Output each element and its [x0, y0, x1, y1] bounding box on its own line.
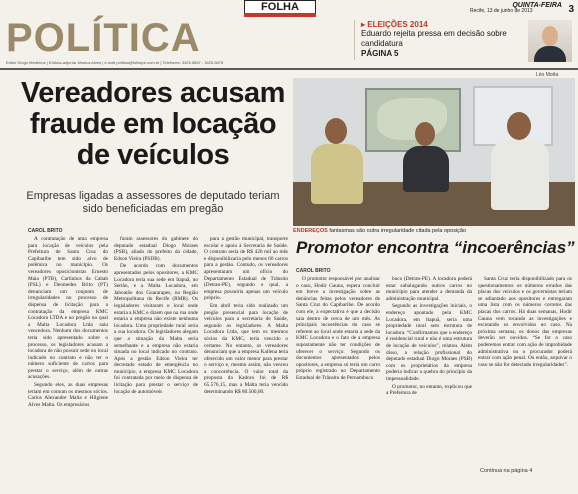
paragraph: foram assessores do gabinete do deputado estadual Diogo Moraes (PSB), aliado do prefeito da cidade, Edson Vieira (PSDB).: [114, 236, 198, 262]
caption-label: ENDEREÇOS: [293, 228, 328, 234]
photo-credit: Léo Motta: [536, 72, 559, 78]
paragraph: buco (Detran-PE). A locadora poderá estar subalugando outros carros no município para atender a demanda da administração municipal.: [386, 276, 472, 302]
masthead: [0, 0, 578, 74]
sub-col-2: [386, 276, 472, 492]
paragraph: para a gestão municipal, transporte escolar e apoio à Secretaria de Saúde. O contrato seria de R$ 420 mil ao mês e disponibilizaria pelo menos 60 carros para a gestão. Contudo, os vereadores apresentaram um ofício do Departamento Estadual de Trânsito (Detran-PE), segundo o qual, a empresa possuiria apenas um veículo próprio.: [204, 236, 288, 302]
main-subhead: Empresas ligadas a assessores de deputado teriam sido beneficiadas em pregão: [26, 190, 280, 215]
paragraph: O promotor responsável por analisar o caso, Hodir Gauna, espera concluir em breve a investigação sobre as denúncias feitas pelos vereadores de Santa Cruz do Capibaribe. De acordo com ele, a expectativa é que a decisão saia dentro de cerca de um mês. As principais incoerências do caso se referem ao local onde estaria a sede da KMC Locadora e o fato de a empresa supostamente não ter condições de oferecer o serviço. Segundo os documentos apresentados pelos opositores, a empresa só teria um carro próprio registrado no Departamento Estadual de Trânsito de Pernambuco: [296, 276, 380, 381]
main-headline: Vereadores acusam fraude em locação de veículos: [21, 77, 285, 171]
sub-col-1: [296, 276, 380, 492]
date-bar: [350, 2, 578, 16]
portrait-head: [542, 26, 558, 46]
paragraph: Em abril teria sido realizado um pregão presencial para locação de veículos para a secretaria de Saúde, segundo os legisladores. A Malta Locadora Ltda, que tem os mesmos sócios da KMC, teria vencido o certame. No entanto, os vereadores denunciam que a empresa Kallena teria oferecido um valor menor para prestar o serviço e, mesmo assim, não venceu a concorrência. O valor total da proposta da Kadoro foi de R$ 65.576,15, mas a Malta teria vencido determinando R$ 80.500,00.: [204, 302, 288, 395]
teaser-text: Eduardo rejeita pressa em decisão sobre candidatura: [361, 29, 507, 48]
portrait-body: [534, 46, 566, 62]
section-title: POLÍTICA: [6, 16, 201, 60]
newspaper-logo: FOLHA: [244, 0, 316, 14]
weekday: QUINTA-FEIRA: [512, 2, 562, 9]
teaser-kicker: ▸ ELEIÇÕES 2014: [361, 20, 428, 29]
teaser-box[interactable]: [354, 20, 524, 60]
paragraph: Segundo eles, as duas empresas teriam em comum os mesmos sócios. Carlos Alexandre Malta e Hilgiene Alves Malta. Os empresários: [28, 382, 108, 408]
teaser-portrait: [528, 20, 572, 62]
sub-byline: CAROL BRITO: [296, 268, 331, 274]
main-col-2: [114, 236, 198, 492]
main-col-1: [28, 236, 108, 492]
header-rule: [0, 68, 578, 70]
continued-link[interactable]: Continua na página 4: [480, 468, 533, 474]
teaser-kicker-text: ELEIÇÕES 2014: [367, 20, 428, 29]
paragraph: Santa Cruz teria disponibilizado para os questionamentos os números errados das placas dos veículos e os governistas teriam se adiantado aos opositores e entregaram uma lista com os números corretos das placas dos carros. Há duas semanas, Hodir Gauna vem tocando as investigações e escutando os envolvidos no caso. Na próxima semana, os donos das empresas deverão ser ouvidos. “Se for o caso poderemos entrar com ação de improbidade administrativa ou o procurador poderá entrar com ação penal. Ou então, arquivar o caso se não for detectado irregularidades”.: [478, 276, 572, 368]
photo-wall-map: [365, 88, 461, 152]
paragraph: A contratação de uma empresa para locação de veículos pela Prefeitura de Santa Cruz do Capibaribe tem sido alvo de polêmica no município. Os vereadores oposicionistas Ernesto Maia (PTB), Carlinhos da Cabab (PSL) e Deomedes Brito (PT) denunciam um conjunto de irregularidades no processo de dispensa de licitação para a contratação da empresa KMC Locadora LTDA e no pregão no qual a Malta Locadora Ltda saiu vencedora. Nenhum dos documentos teria sido apresentado sobre o processo, os legisladores acusam a locadora de não possuir sede no local indicado no contrato e não ter o número suficiente de carros para prestar o serviço, além de outras acusações.: [28, 236, 108, 381]
staff-line: Editor Diogo Medeiros | Editora-adjunta Jéssica Alves | e-mail politica@folhape.com.br | Telefones: 3425.5857 - 3425.5878: [6, 60, 224, 65]
sub-story-title: Promotor encontra “incoerências”: [296, 238, 575, 257]
caption-text: fantasmas são outra irregularidade citada pela oposição: [327, 228, 467, 234]
teaser-page: PÁGINA 5: [361, 49, 399, 58]
news-photo: [293, 78, 575, 226]
date-line: Recife, 13 de junho de 2013: [470, 8, 533, 14]
paragraph: Segundo as investigações iniciais, o endereço apontado pela KMC Locadora, em Itapuã, seria uma propriedade rural sem estrutura de locadora. “Confirmamos que o endereço é residencial rural e não é uma estrutura de locação de veículos”, relatou. Além disso, a relação profissional do deputado estadual Diogo Moraes (PSB) com os proprietários da empresa poderia indicar a quebra do princípio da impessoalidade.: [386, 303, 472, 382]
paragraph: De acordo com documentos apresentados pelos opositores, a KMC Locadora teria sua sede em Itapuã, no Sertão, e a Malta Locadora, em Jaboatão dos Guararapes, na Região Metropolitana do Recife (RMR). Os legisladores visitaram o local onde estaria a KMC e dizem que na rua onde estaria a empresa não existe nenhuma locadora. Uma propriedade rural seria a sua locadora. Os legisladores alegam que a situação da Malta seria semelhante e a empresa não estaria situada no local indicado no contrato. Após a gestão Edson Vieira ter decretado estado de emergência no município, a empresa KMC Locadora foi contratada por meio de dispensa de licitação para prestar o serviço de locação de automóveis: [114, 263, 198, 395]
photo-caption: [293, 228, 575, 234]
page-number: 3: [568, 4, 574, 15]
sub-col-3: [478, 276, 572, 466]
main-col-3: [204, 236, 288, 492]
logo-underline: [244, 13, 316, 17]
paragraph: O promotor, no entanto, explicou que a Prefeitura de: [386, 383, 472, 397]
main-byline: CAROL BRITO: [28, 228, 63, 234]
